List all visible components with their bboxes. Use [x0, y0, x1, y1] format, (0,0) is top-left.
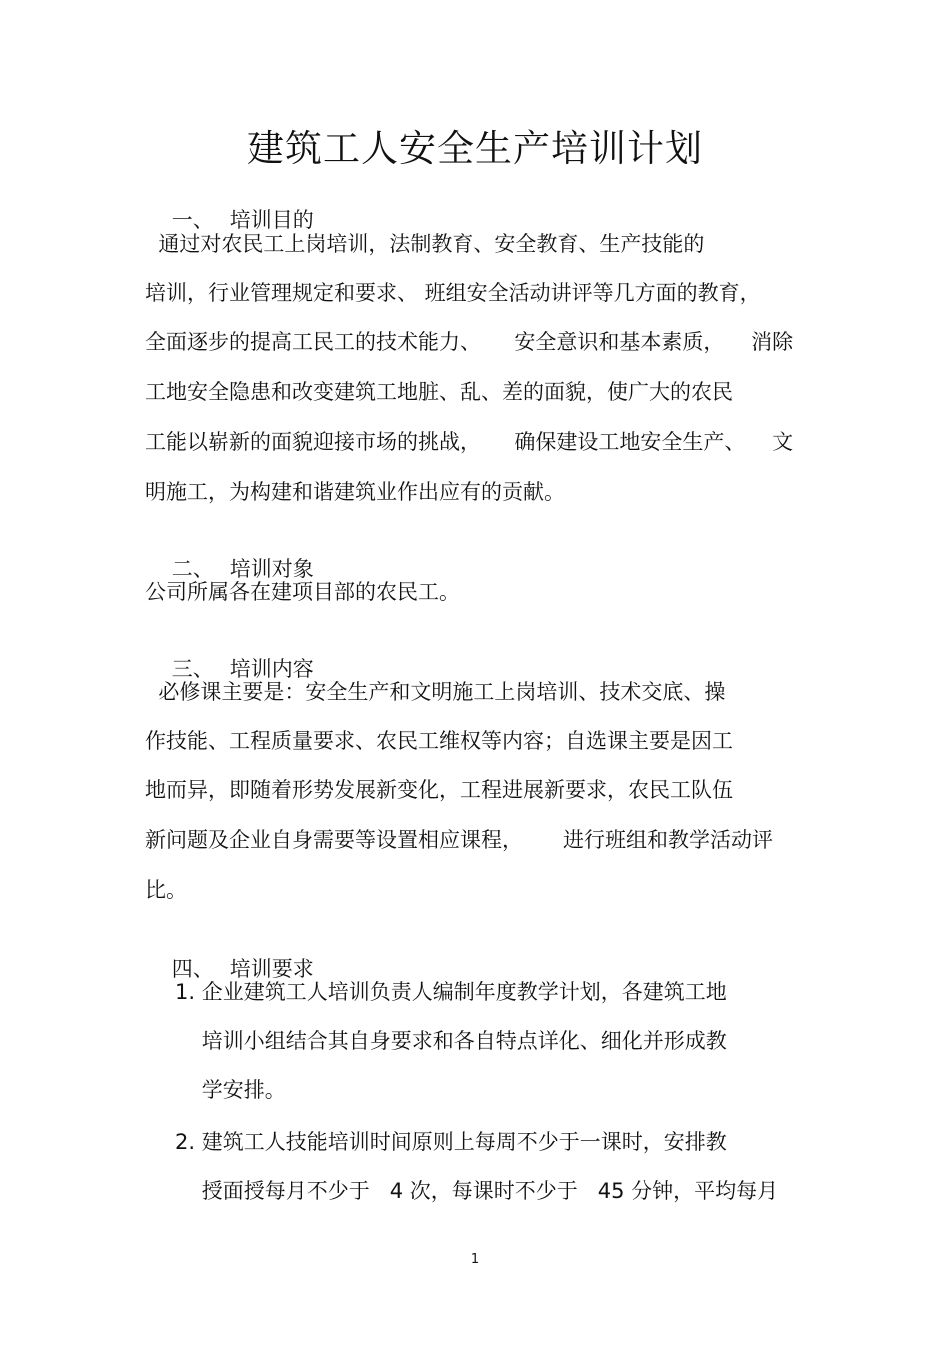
section-number: 一、: [171, 208, 214, 232]
section-title: 培训要求: [229, 957, 314, 981]
document-title: 建筑工人安全生产培训计划: [247, 127, 703, 170]
requirement-line: 2. 建筑工人技能培训时间原则上每周不少于一课时，安排教: [175, 1130, 727, 1154]
content-line: 作技能、工程质量要求、农民工维权等内容；自选课主要是因工: [145, 729, 733, 753]
purpose-line: 培训，行业管理规定和要求、 班组安全活动讲评等几方面的教育，: [145, 281, 761, 305]
purpose-line: 工能以崭新的面貌迎接市场的挑战， 确保建设工地安全生产、 文: [145, 430, 794, 454]
section-number: 三、: [171, 657, 214, 681]
section-title: 培训对象: [229, 557, 314, 581]
section-number: 四、: [171, 957, 214, 981]
purpose-line: 工地安全隐患和改变建筑工地脏、乱、差的面貌，使广大的农民: [145, 380, 733, 404]
purpose-line: 通过对农民工上岗培训，法制教育、安全教育、生产技能的: [145, 232, 705, 256]
section-title: 培训内容: [229, 657, 314, 681]
requirement-line: 学安排。: [175, 1078, 286, 1102]
purpose-line: 明施工，为构建和谐建筑业作出应有的贡献。: [145, 480, 565, 504]
content-line: 地而异，即随着形势发展新变化，工程进展新要求，农民工队伍: [145, 778, 733, 802]
requirement-line: 培训小组结合其自身要求和各自特点详化、细化并形成教: [175, 1029, 727, 1053]
content-line: 比。: [145, 878, 187, 902]
content-line: 必修课主要是：安全生产和文明施工上岗培训、技术交底、操: [145, 680, 726, 704]
page-number: 1: [470, 1252, 480, 1267]
purpose-line: 全面逐步的提高工民工的技术能力、 安全意识和基本素质， 消除: [145, 330, 794, 354]
requirement-line: 1. 企业建筑工人培训负责人编制年度教学计划，各建筑工地: [175, 980, 727, 1004]
section-title: 培训目的: [229, 208, 314, 232]
requirement-line: 授面授每月不少于 4 次，每课时不少于 45 分钟，平均每月: [175, 1179, 779, 1203]
content-line: 新问题及企业自身需要等设置相应课程， 进行班组和教学活动评: [145, 828, 774, 852]
target-line: 公司所属各在建项目部的农民工。: [145, 580, 460, 604]
section-number: 二、: [171, 557, 214, 581]
